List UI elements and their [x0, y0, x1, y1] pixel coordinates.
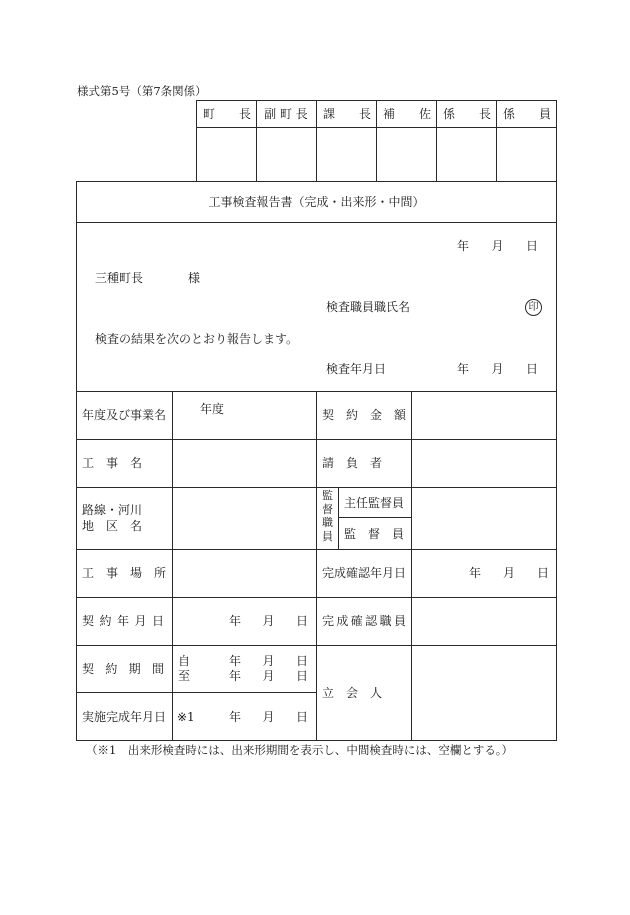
seal-icon: 印 — [525, 299, 542, 316]
actual-completion-month: 月 — [262, 710, 275, 724]
route-river-label: 路線・河川 — [82, 503, 143, 517]
contract-amount-label: 契 約 金 額 — [322, 408, 407, 422]
supervisor-group-label: 監 督 職 員 — [322, 489, 333, 543]
approval-header-section-chief: 課 長 — [323, 107, 372, 121]
completion-confirm-date[interactable] — [469, 567, 549, 579]
approval-header-assistant: 補 佐 — [383, 107, 432, 121]
period-from-label: 自 — [178, 654, 191, 668]
form-number-label: 様式第5号（第7条関係） — [77, 84, 207, 98]
period-from-year: 年 — [229, 654, 242, 668]
construction-site-label: 工 事 場 所 — [82, 566, 167, 580]
inspection-date-day: 日 — [525, 362, 538, 376]
district-name-label: 地 区 名 — [82, 519, 143, 533]
contract-date-year: 年 — [229, 614, 242, 628]
inspection-date-label: 検査年月日 — [326, 362, 387, 376]
stamp-cell-staff[interactable] — [497, 128, 556, 181]
supervisor-field[interactable] — [412, 518, 556, 549]
completion-confirm-staff-label: 完 成 確 認 職 員 — [322, 614, 406, 628]
contractor-field[interactable] — [412, 440, 556, 487]
inspector-name-field[interactable] — [412, 297, 522, 315]
document-title: 工事検査報告書（完成・出来形・中間） — [208, 195, 425, 209]
completion-confirm-day: 日 — [536, 566, 549, 580]
period-to-day: 日 — [295, 669, 308, 683]
fiscal-year-value: 年度 — [200, 402, 225, 416]
construction-name-label: 工 事 名 — [82, 456, 143, 470]
inspection-date-year: 年 — [457, 362, 470, 376]
report-date-year: 年 — [457, 239, 470, 253]
period-to-date[interactable] — [229, 670, 308, 682]
report-date — [457, 240, 538, 252]
contract-date-month: 月 — [262, 614, 275, 628]
contractor-label: 請 負 者 — [322, 456, 383, 470]
approval-header-staff: 係 員 — [503, 107, 552, 121]
contract-date-label: 契 約 年 月 日 — [82, 614, 164, 628]
witness-label: 立 会 人 — [322, 686, 383, 700]
stamp-cell-assistant[interactable] — [377, 128, 436, 181]
completion-confirm-month: 月 — [502, 566, 515, 580]
stamp-cell-deputy-mayor[interactable] — [257, 128, 316, 181]
construction-name-field[interactable] — [173, 440, 316, 487]
approval-header-deputy-mayor: 副 町 長 — [264, 107, 308, 121]
stamp-cell-section-chief[interactable] — [317, 128, 376, 181]
witness-field[interactable] — [412, 646, 556, 740]
footnote: （※1 出来形検査時には、出来形期間を表示し、中間検査時には、空欄とする。） — [86, 743, 514, 757]
inspector-name-label: 検査職員職氏名 — [326, 300, 411, 314]
addressee: 三種町長 — [95, 271, 144, 285]
completion-confirm-date-label: 完成確認年月日 — [322, 566, 407, 580]
contract-date[interactable] — [229, 615, 308, 627]
honorific: 様 — [188, 271, 201, 285]
contract-period-label: 契 約 期 間 — [82, 662, 164, 676]
project-name-field[interactable] — [173, 392, 316, 439]
actual-completion-date[interactable] — [229, 711, 308, 723]
period-to-year: 年 — [229, 669, 242, 683]
inspection-date — [457, 363, 538, 375]
contract-date-day: 日 — [295, 614, 308, 628]
report-date-day: 日 — [525, 239, 538, 253]
completion-confirm-staff-field[interactable] — [412, 598, 556, 645]
chief-supervisor-field[interactable] — [412, 488, 556, 517]
approval-header-mayor: 町 長 — [203, 107, 252, 121]
chief-supervisor-label: 主任監督員 — [344, 496, 405, 510]
period-to-label: 至 — [178, 669, 191, 683]
report-body-text: 検査の結果を次のとおり報告します。 — [95, 332, 299, 346]
stamp-cell-subsection-chief[interactable] — [437, 128, 496, 181]
actual-completion-date-label: 実施完成年月日 — [82, 710, 167, 724]
fiscal-year-project-label: 年度及び事業名 — [82, 408, 167, 422]
construction-site-field[interactable] — [173, 550, 316, 597]
inspection-date-month: 月 — [491, 362, 504, 376]
report-date-month: 月 — [491, 239, 504, 253]
approval-header-subsection-chief: 係 長 — [443, 107, 492, 121]
route-district-field[interactable] — [173, 488, 316, 549]
supervisor-label: 監 督 員 — [344, 527, 405, 541]
period-from-day: 日 — [295, 654, 308, 668]
contract-amount-field[interactable] — [412, 392, 556, 439]
actual-completion-day: 日 — [295, 710, 308, 724]
period-to-month: 月 — [262, 669, 275, 683]
completion-confirm-year: 年 — [469, 566, 482, 580]
actual-completion-year: 年 — [229, 710, 242, 724]
stamp-cell-mayor[interactable] — [197, 128, 256, 181]
period-from-month: 月 — [262, 654, 275, 668]
actual-completion-note-mark: ※1 — [177, 710, 195, 724]
period-from-date[interactable] — [229, 655, 308, 667]
